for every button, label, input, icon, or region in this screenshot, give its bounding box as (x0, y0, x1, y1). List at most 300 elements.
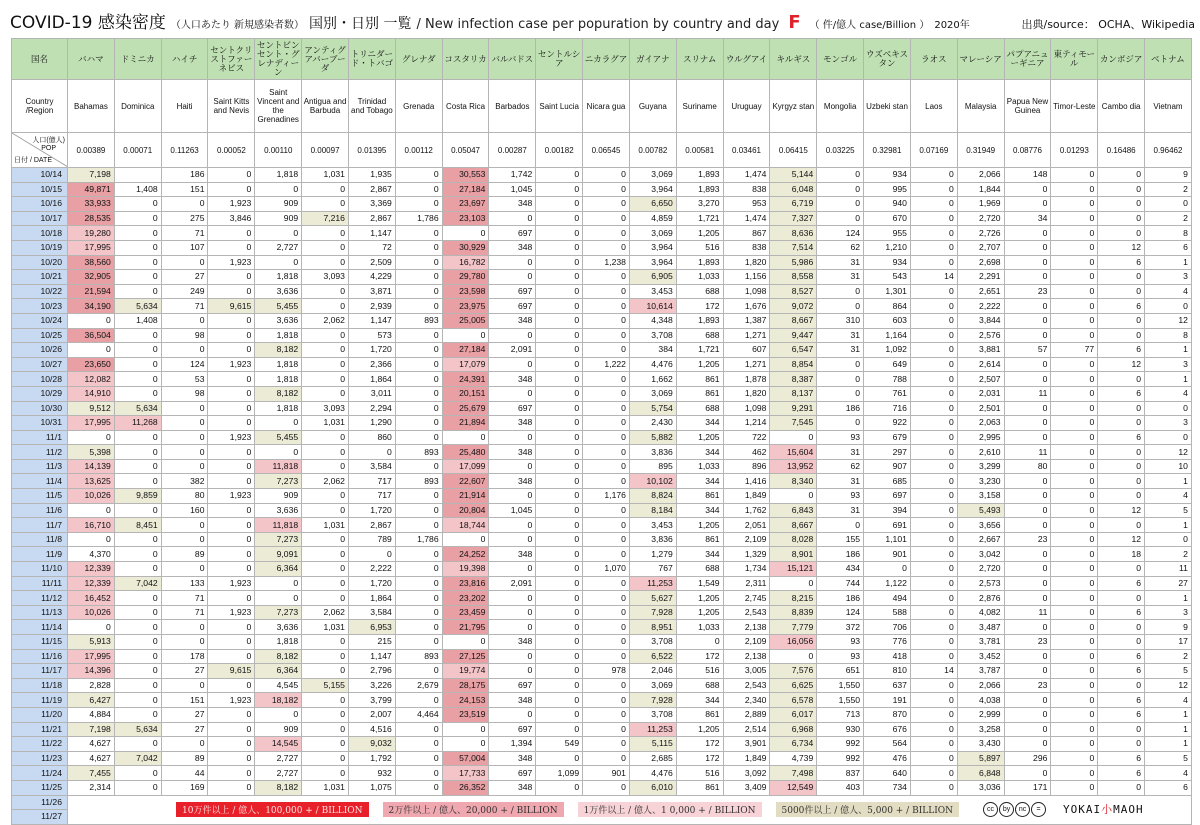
value-cell: 0 (395, 386, 442, 401)
value-cell: 0 (910, 635, 957, 650)
value-cell: 148 (1004, 168, 1051, 183)
value-cell: 57 (1004, 343, 1051, 358)
date-cell: 10/27 (12, 357, 68, 372)
value-cell: 0 (1051, 547, 1098, 562)
value-cell: 4,082 (957, 605, 1004, 620)
value-cell: 688 (676, 284, 723, 299)
value-cell: 2,573 (957, 576, 1004, 591)
value-cell: 8,028 (770, 532, 817, 547)
value-cell: 1,549 (676, 576, 723, 591)
value-cell: 5,634 (114, 299, 161, 314)
value-cell: 0 (536, 576, 583, 591)
value-cell: 0 (1145, 532, 1192, 547)
value-cell: 934 (864, 255, 911, 270)
value-cell: 1,676 (723, 299, 770, 314)
cc-0-icon: cc (983, 802, 998, 817)
value-cell: 9,032 (348, 737, 395, 752)
value-cell: 1,923 (208, 430, 255, 445)
value-cell: 0 (302, 386, 349, 401)
country-population: 0.32981 (864, 133, 911, 168)
value-cell: 0 (910, 620, 957, 635)
value-cell: 0 (1051, 299, 1098, 314)
value-cell: 0 (536, 197, 583, 212)
date-cell: 11/17 (12, 664, 68, 679)
title-list: 国別・日別 一覧 (309, 16, 412, 32)
value-cell: 776 (864, 635, 911, 650)
value-cell: 2,727 (255, 766, 302, 781)
value-cell: 27,184 (442, 343, 489, 358)
value-cell: 14,139 (68, 459, 115, 474)
value-cell: 0 (114, 707, 161, 722)
value-cell: 0 (395, 430, 442, 445)
table-row (12, 459, 1192, 474)
value-cell: 1,893 (676, 255, 723, 270)
value-cell: 0 (536, 489, 583, 504)
value-cell: 0 (583, 372, 630, 387)
value-cell: 0 (536, 313, 583, 328)
value-cell: 870 (864, 707, 911, 722)
value-cell: 3,708 (629, 635, 676, 650)
value-cell: 9,091 (255, 547, 302, 562)
value-cell: 0 (1051, 357, 1098, 372)
value-cell: 0 (536, 240, 583, 255)
value-cell: 4,229 (348, 270, 395, 285)
value-cell: 12 (1145, 678, 1192, 693)
date-cell: 11/25 (12, 780, 68, 795)
value-cell: 978 (583, 664, 630, 679)
value-cell: 1,408 (114, 313, 161, 328)
value-cell: 0 (1004, 576, 1051, 591)
value-cell: 11 (1004, 386, 1051, 401)
country-name-jp: トリニダード・トバゴ (348, 39, 395, 80)
value-cell: 893 (395, 649, 442, 664)
value-cell: 0 (302, 255, 349, 270)
value-cell: 0 (255, 576, 302, 591)
value-cell: 6,364 (255, 562, 302, 577)
value-cell: 1,205 (676, 430, 723, 445)
value-cell: 8,636 (770, 226, 817, 241)
value-cell: 1,849 (723, 489, 770, 504)
value-cell: 8 (1145, 226, 1192, 241)
value-cell: 1,098 (723, 284, 770, 299)
value-cell: 0 (536, 562, 583, 577)
country-population: 0.00097 (302, 133, 349, 168)
value-cell: 3,846 (208, 211, 255, 226)
table-row (12, 211, 1192, 226)
value-cell: 896 (723, 459, 770, 474)
value-cell: 8,184 (629, 503, 676, 518)
value-cell: 5,155 (302, 678, 349, 693)
title-paren: （人口あたり 新規感染者数） (170, 20, 305, 31)
value-cell: 0 (536, 678, 583, 693)
value-cell: 0 (770, 649, 817, 664)
value-cell: 0 (910, 707, 957, 722)
value-cell: 6 (1098, 649, 1145, 664)
value-cell: 2,651 (957, 284, 1004, 299)
value-cell: 0 (114, 693, 161, 708)
value-cell: 0 (1098, 168, 1145, 183)
value-cell: 15,121 (770, 562, 817, 577)
value-cell: 8,558 (770, 270, 817, 285)
value-cell: 0 (348, 547, 395, 562)
value-cell: 11,818 (255, 518, 302, 533)
value-cell: 0 (536, 168, 583, 183)
value-cell: 0 (489, 605, 536, 620)
value-cell: 0 (817, 197, 864, 212)
value-cell: 0 (302, 722, 349, 737)
value-cell: 0 (1098, 182, 1145, 197)
header-row-en (12, 80, 1192, 133)
value-cell: 310 (817, 313, 864, 328)
table-row (12, 693, 1192, 708)
value-cell: 3,881 (957, 343, 1004, 358)
value-cell: 6,905 (629, 270, 676, 285)
value-cell: 0 (302, 693, 349, 708)
value-cell: 0 (489, 430, 536, 445)
value-cell: 31 (817, 255, 864, 270)
value-cell: 0 (208, 532, 255, 547)
value-cell: 3,069 (629, 226, 676, 241)
value-cell: 0 (442, 328, 489, 343)
value-cell: 5,882 (629, 430, 676, 445)
value-cell: 0 (536, 430, 583, 445)
value-cell: 2,340 (723, 693, 770, 708)
date-cell: 10/23 (12, 299, 68, 314)
value-cell: 0 (302, 664, 349, 679)
country-name-jp: ガイアナ (629, 39, 676, 80)
value-cell: 0 (208, 562, 255, 577)
value-cell: 0 (208, 226, 255, 241)
value-cell: 0 (1051, 211, 1098, 226)
value-cell: 0 (1004, 766, 1051, 781)
value-cell: 0 (1098, 562, 1145, 577)
value-cell: 124 (161, 357, 208, 372)
value-cell: 7,198 (68, 168, 115, 183)
value-cell: 2 (1145, 547, 1192, 562)
value-cell: 0 (1098, 284, 1145, 299)
value-cell: 0 (910, 518, 957, 533)
value-cell: 901 (864, 547, 911, 562)
unit-label: （ 件/億人 case/Billion ） (809, 20, 930, 31)
value-cell: 5,115 (629, 737, 676, 752)
value-cell: 4,464 (395, 707, 442, 722)
table-row (12, 780, 1192, 795)
country-population: 0.01293 (1051, 133, 1098, 168)
value-cell: 172 (676, 751, 723, 766)
value-cell: 0 (442, 226, 489, 241)
value-cell: 0 (302, 591, 349, 606)
value-cell: 0 (208, 766, 255, 781)
date-cell: 11/6 (12, 503, 68, 518)
value-cell: 6,010 (629, 780, 676, 795)
value-cell: 7,455 (68, 766, 115, 781)
value-cell: 1,147 (348, 313, 395, 328)
value-cell: 17,079 (442, 357, 489, 372)
value-cell: 0 (536, 328, 583, 343)
value-cell: 24,391 (442, 372, 489, 387)
value-cell: 0 (1004, 489, 1051, 504)
value-cell: 2,514 (723, 722, 770, 737)
value-cell: 1,969 (957, 197, 1004, 212)
value-cell: 348 (489, 635, 536, 650)
value-cell: 2,685 (629, 751, 676, 766)
value-cell: 1,820 (723, 386, 770, 401)
value-cell: 155 (817, 532, 864, 547)
country-population: 0.96462 (1145, 133, 1192, 168)
value-cell: 789 (348, 532, 395, 547)
value-cell: 676 (864, 722, 911, 737)
value-cell: 1,205 (676, 591, 723, 606)
value-cell: 0 (114, 240, 161, 255)
value-cell: 1,818 (255, 635, 302, 650)
value-cell: 1,762 (723, 503, 770, 518)
value-cell: 8,451 (114, 518, 161, 533)
value-cell: 0 (489, 489, 536, 504)
value-cell: 0 (1051, 635, 1098, 650)
value-cell: 29,780 (442, 270, 489, 285)
corner-date-label: 日付 / DATE (14, 157, 52, 164)
value-cell: 0 (1098, 416, 1145, 431)
date-cell: 11/21 (12, 722, 68, 737)
value-cell: 1,045 (489, 503, 536, 518)
value-cell: 0 (910, 168, 957, 183)
value-cell: 1,818 (255, 357, 302, 372)
value-cell: 0 (910, 649, 957, 664)
value-cell: 1 (1145, 722, 1192, 737)
value-cell: 0 (910, 255, 957, 270)
value-cell: 462 (723, 445, 770, 460)
value-cell: 0 (208, 386, 255, 401)
value-cell: 0 (161, 343, 208, 358)
value-cell: 2,430 (629, 416, 676, 431)
title-bar (10, 8, 1195, 34)
value-cell: 172 (676, 649, 723, 664)
value-cell: 0 (1004, 620, 1051, 635)
value-cell: 0 (114, 211, 161, 226)
value-cell: 28,535 (68, 211, 115, 226)
date-cell: 11/3 (12, 459, 68, 474)
value-cell: 0 (1051, 562, 1098, 577)
legend-level-5000: 5000件以上 / 億人、5,000 + / BILLION (776, 802, 960, 817)
value-cell: 6,953 (348, 620, 395, 635)
value-cell: 0 (910, 197, 957, 212)
country-population: 0.07169 (910, 133, 957, 168)
value-cell: 932 (348, 766, 395, 781)
value-cell: 6 (1098, 430, 1145, 445)
value-cell: 0 (583, 576, 630, 591)
value-cell: 7,327 (770, 211, 817, 226)
value-cell: 3,042 (957, 547, 1004, 562)
value-cell: 3,270 (676, 197, 723, 212)
value-cell: 0 (583, 401, 630, 416)
table-row-trailing (12, 795, 1192, 810)
value-cell: 62 (817, 240, 864, 255)
value-cell: 3,781 (957, 635, 1004, 650)
value-cell: 0 (395, 284, 442, 299)
value-cell: 57,004 (442, 751, 489, 766)
value-cell: 0 (395, 401, 442, 416)
value-cell: 0 (489, 664, 536, 679)
value-cell: 0 (1098, 459, 1145, 474)
value-cell: 8,182 (255, 343, 302, 358)
value-cell: 1 (1145, 737, 1192, 752)
value-cell: 516 (676, 240, 723, 255)
country-population: 0.11263 (161, 133, 208, 168)
value-cell: 11,253 (629, 722, 676, 737)
date-cell: 11/1 (12, 430, 68, 445)
value-cell: 0 (536, 401, 583, 416)
value-cell: 6,547 (770, 343, 817, 358)
value-cell: 0 (536, 664, 583, 679)
value-cell: 1,205 (676, 357, 723, 372)
table-row (12, 197, 1192, 212)
value-cell: 0 (817, 211, 864, 226)
value-cell: 685 (864, 474, 911, 489)
value-cell: 3,453 (629, 284, 676, 299)
value-cell: 21,914 (442, 489, 489, 504)
value-cell: 34,190 (68, 299, 115, 314)
value-cell: 7,273 (255, 605, 302, 620)
value-cell: 640 (864, 766, 911, 781)
value-cell: 27 (161, 664, 208, 679)
value-cell: 18,182 (255, 693, 302, 708)
value-cell: 348 (489, 416, 536, 431)
date-cell: 10/22 (12, 284, 68, 299)
value-cell: 4 (1145, 766, 1192, 781)
value-cell: 0 (910, 226, 957, 241)
value-cell: 1,935 (348, 168, 395, 183)
value-cell: 1,033 (676, 459, 723, 474)
value-cell: 1,271 (723, 357, 770, 372)
table-row (12, 313, 1192, 328)
value-cell: 0 (161, 620, 208, 635)
value-cell: 0 (208, 445, 255, 460)
value-cell: 8,182 (255, 386, 302, 401)
value-cell: 151 (161, 693, 208, 708)
value-cell: 0 (1004, 591, 1051, 606)
value-cell: 3,636 (255, 284, 302, 299)
value-cell: 0 (302, 737, 349, 752)
value-cell: 0 (161, 737, 208, 752)
value-cell: 0 (1051, 401, 1098, 416)
table-row (12, 372, 1192, 387)
value-cell: 0 (302, 197, 349, 212)
value-cell: 1,864 (348, 372, 395, 387)
value-cell: 0 (910, 386, 957, 401)
value-cell: 6,719 (770, 197, 817, 212)
country-name-en: Trinidad and Tobago (348, 80, 395, 133)
value-cell: 0 (1051, 430, 1098, 445)
value-cell: 23 (1004, 284, 1051, 299)
date-cell: 11/8 (12, 532, 68, 547)
value-cell: 0 (910, 576, 957, 591)
value-cell: 23 (1004, 678, 1051, 693)
value-cell: 0 (1004, 357, 1051, 372)
value-cell: 0 (208, 707, 255, 722)
value-cell: 2,939 (348, 299, 395, 314)
value-cell: 0 (910, 459, 957, 474)
value-cell: 0 (161, 401, 208, 416)
value-cell: 89 (161, 751, 208, 766)
value-cell: 2,726 (957, 226, 1004, 241)
value-cell: 72 (348, 240, 395, 255)
country-name-en: Malaysia (957, 80, 1004, 133)
value-cell: 2,867 (348, 182, 395, 197)
value-cell: 2,543 (723, 605, 770, 620)
value-cell: 0 (208, 474, 255, 489)
date-cell: 11/24 (12, 766, 68, 781)
value-cell: 1,923 (208, 197, 255, 212)
value-cell: 0 (1051, 649, 1098, 664)
value-cell: 4 (1145, 693, 1192, 708)
value-cell: 191 (864, 693, 911, 708)
value-cell: 22,607 (442, 474, 489, 489)
value-cell: 603 (864, 313, 911, 328)
value-cell: 16,710 (68, 518, 115, 533)
value-cell: 0 (302, 547, 349, 562)
value-cell: 0 (536, 693, 583, 708)
value-cell: 0 (489, 591, 536, 606)
value-cell: 178 (161, 649, 208, 664)
date-cell: 10/24 (12, 313, 68, 328)
value-cell: 0 (255, 226, 302, 241)
value-cell: 8,839 (770, 605, 817, 620)
value-cell: 1 (1145, 518, 1192, 533)
table-row (12, 664, 1192, 679)
value-cell: 0 (1051, 226, 1098, 241)
source-label: 出典/source： OCHA、Wikipedia (1021, 18, 1195, 31)
value-cell: 3,836 (629, 445, 676, 460)
value-cell: 0 (395, 299, 442, 314)
value-cell: 0 (536, 445, 583, 460)
value-cell: 6,522 (629, 649, 676, 664)
country-name-en: Antigua and Barbuda (302, 80, 349, 133)
value-cell: 2,311 (723, 576, 770, 591)
value-cell: 1,721 (676, 343, 723, 358)
value-cell: 0 (1051, 576, 1098, 591)
value-cell: 0 (1004, 649, 1051, 664)
value-cell: 5,986 (770, 255, 817, 270)
value-cell: 0 (1051, 416, 1098, 431)
date-cell: 11/13 (12, 605, 68, 620)
value-cell: 0 (910, 445, 957, 460)
value-cell: 716 (864, 401, 911, 416)
date-cell: 11/19 (12, 693, 68, 708)
value-cell: 8,951 (629, 620, 676, 635)
table-row (12, 299, 1192, 314)
value-cell: 995 (864, 182, 911, 197)
value-cell: 0 (1051, 532, 1098, 547)
value-cell: 697 (489, 766, 536, 781)
value-cell: 651 (817, 664, 864, 679)
table-row (12, 766, 1192, 781)
value-cell: 6,650 (629, 197, 676, 212)
value-cell: 0 (910, 299, 957, 314)
value-cell: 172 (676, 299, 723, 314)
value-cell: 0 (583, 343, 630, 358)
value-cell: 0 (1098, 313, 1145, 328)
country-name-jp: セントビンセント・グレナディーン (255, 39, 302, 80)
value-cell: 1,786 (395, 211, 442, 226)
value-cell: 2,796 (348, 664, 395, 679)
value-cell: 0 (817, 372, 864, 387)
value-cell: 62 (817, 459, 864, 474)
value-cell: 7,042 (114, 751, 161, 766)
value-cell: 3,092 (723, 766, 770, 781)
value-cell: 12 (1145, 445, 1192, 460)
value-cell: 0 (302, 459, 349, 474)
value-cell: 3 (1145, 270, 1192, 285)
